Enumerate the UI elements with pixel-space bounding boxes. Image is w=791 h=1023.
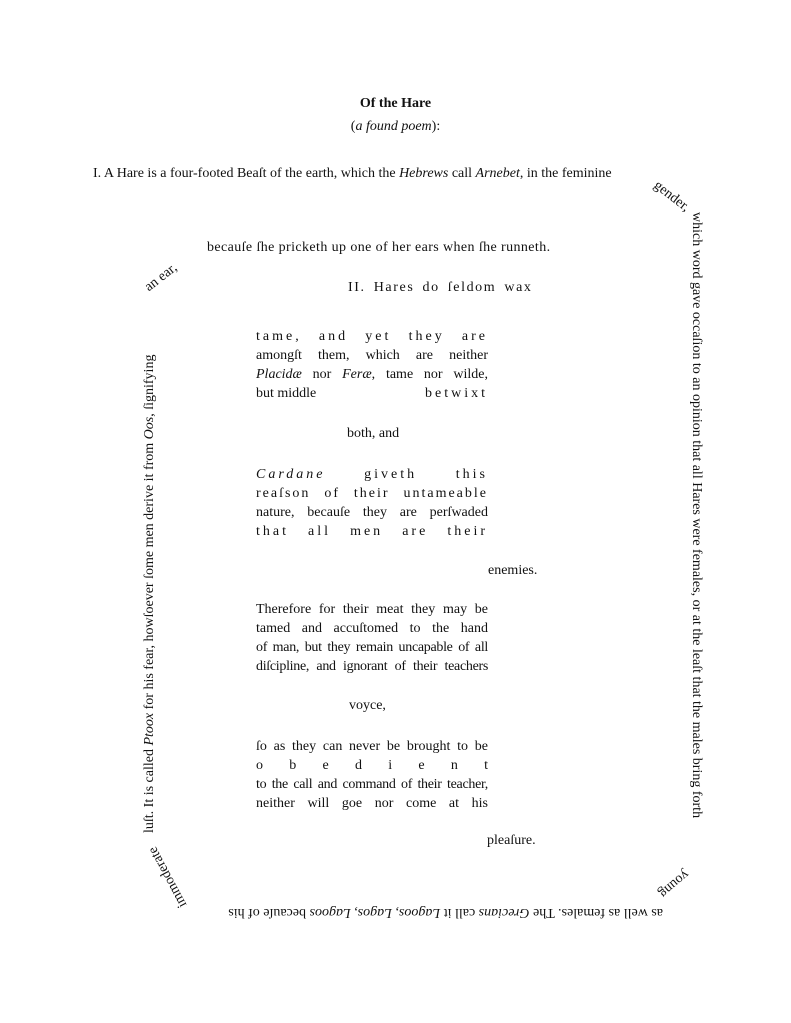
word-cardane: Cardane [256, 467, 326, 482]
stanza-3 [256, 600, 488, 676]
word-betwixt: betwixt [425, 386, 488, 401]
line-because: becauſe ſhe pricketh up one of her ears when ſhe runneth. [207, 240, 551, 255]
line1-part-a: I. A Hare is a four-footed Beaſt of the earth, which the [93, 166, 400, 181]
word-obedient [256, 756, 488, 775]
giveth-this: giveth this [325, 467, 488, 482]
word-nor: nor [301, 367, 343, 382]
stanza-4-line-4: neither will goe nor come at his [256, 796, 488, 811]
stanza-1 [256, 327, 488, 403]
left-part-b: for his fear, howſoever ſome men derive it from [142, 439, 157, 713]
left-side-line [142, 355, 158, 833]
obedient-letter: i [388, 758, 393, 773]
poem-line-1 [93, 166, 612, 182]
stanza-3-line-4: diſcipline, and ignorant of their teachers [256, 659, 488, 674]
stanza-2-line-4: that all men are their [256, 524, 488, 539]
word-hebrews: Hebrews [399, 166, 449, 181]
left-part-c: , ſignifying [142, 354, 157, 417]
stanza-1-line-3 [256, 365, 488, 384]
line1-part-b: call [448, 166, 476, 181]
right-side-line: which word gave occaſion to an opinion that all Hares were females, or at the leaſt that the males bring forth [689, 212, 704, 819]
curve-top-right: gender, [650, 178, 693, 216]
line1-part-c: , in the feminine [519, 166, 612, 181]
word-middle: but middle [256, 386, 317, 401]
curve-top-left: an ear, [142, 260, 181, 295]
obedient-letter: o [256, 758, 263, 773]
obedient-letter: e [418, 758, 425, 773]
curve-bottom-left: immoderate [145, 843, 191, 910]
stanza-4-line-3: to the call and command of their teacher, [256, 777, 488, 792]
stanza-2-line-2: reaſson of their untameable [256, 486, 488, 501]
line-pleasure: pleaſure. [487, 833, 536, 848]
obedient-letter: n [450, 758, 458, 773]
left-part-a: luſt. It is called [142, 745, 157, 833]
stanza-4-line-1: ſo as they can never be brought to be [256, 739, 488, 754]
bottom-part-c: becauſe of his [228, 905, 310, 920]
section-two-heading: II. Hares do ſeldom wax [348, 280, 533, 295]
stanza-3-line-2: tamed and accuſtomed to the hand [256, 621, 488, 636]
stanza-2 [256, 465, 488, 541]
obedient-letter: d [354, 758, 362, 773]
word-lagoos: Lagoos, Lagos, Lagoos [309, 905, 441, 920]
stanza-1-line-1: tame, and yet they are [256, 329, 488, 344]
stanza-3-line-3: of man, but they remain uncapable of all [256, 640, 488, 655]
subtitle-open: ( [350, 119, 356, 134]
line-voyce: voyce, [349, 698, 386, 713]
word-ptoox: Ptoox [142, 712, 157, 746]
poem-title: Of the Hare [359, 96, 432, 111]
poem-subtitle [0, 119, 791, 135]
subtitle-close: ): [431, 119, 441, 134]
bottom-part-a: as well as females. The [529, 905, 663, 920]
word-oos: Oos [142, 416, 157, 440]
line-enemies: enemies. [488, 563, 538, 578]
stanza-3-line-1: Therefore for their meat they may be [256, 602, 488, 617]
stanza-1-line-4 [256, 384, 488, 403]
stanza-2-line-3: nature, becauſe they are perſwaded [256, 505, 488, 520]
word-ferae: Feræ [342, 367, 372, 382]
line-both: both, and [347, 426, 400, 441]
stanza-2-line-1 [256, 465, 488, 484]
bottom-part-b: call it [440, 905, 479, 920]
stanza-4 [256, 737, 488, 813]
tame-nor-wilde: , tame nor wilde, [371, 367, 488, 382]
curve-bottom-right: young [655, 866, 692, 901]
obedient-letter: b [289, 758, 297, 773]
word-placidae: Placidæ [256, 367, 302, 382]
obedient-letter: t [484, 758, 488, 773]
word-arnebet: Arnebet [475, 166, 520, 181]
bottom-line [228, 904, 663, 920]
obedient-letter: e [322, 758, 329, 773]
stanza-1-line-2: amongſt them, which are neither [256, 348, 488, 363]
word-grecians: Grecians [478, 905, 530, 920]
subtitle-italic: a found poem [355, 119, 432, 134]
